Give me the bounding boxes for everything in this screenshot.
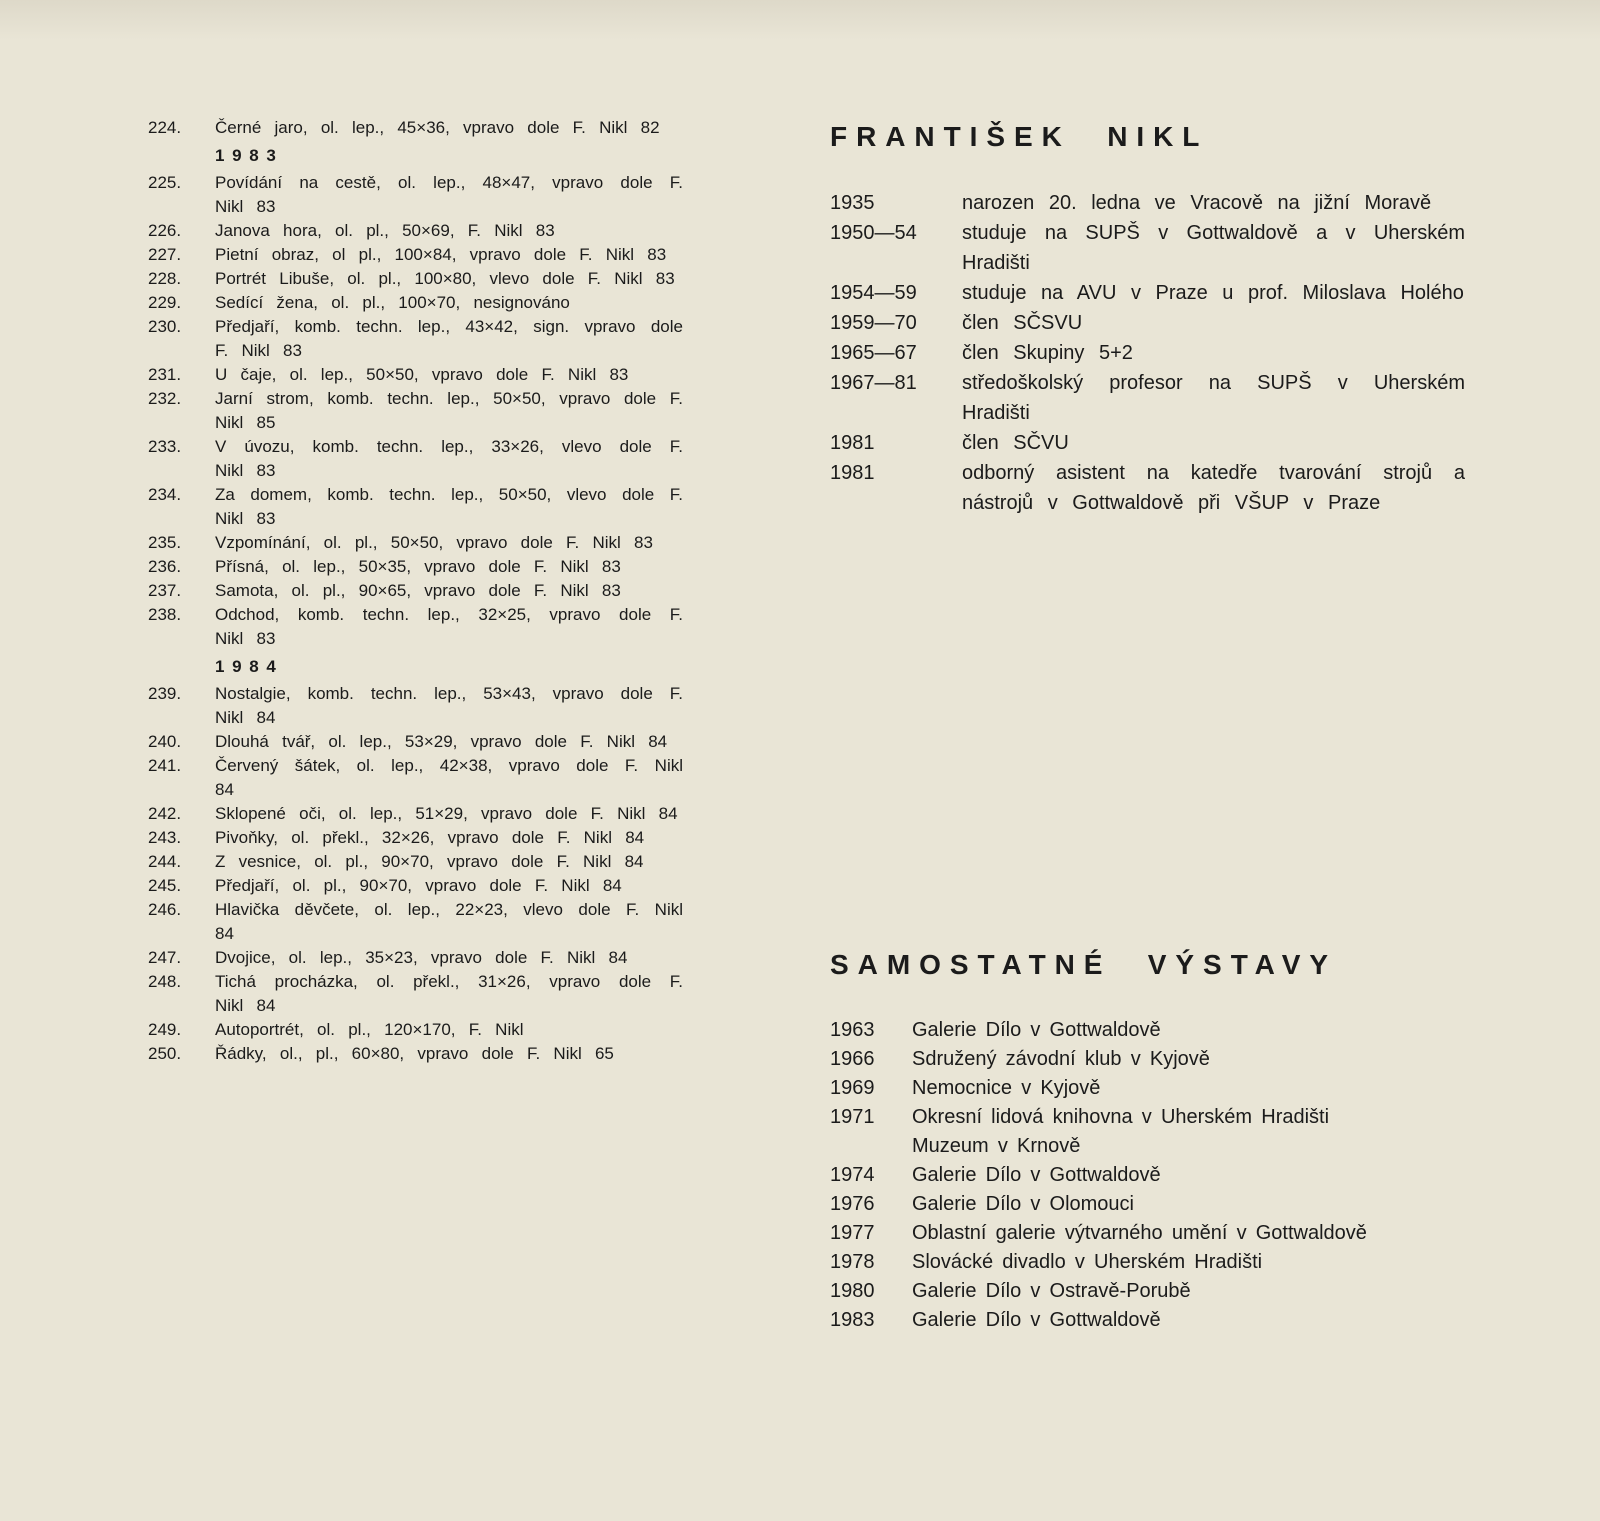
biography-row [830, 338, 1465, 368]
catalog-entry-number: 238. [148, 605, 182, 624]
catalog-entry [148, 682, 683, 730]
catalog-entry-number: 224. [148, 118, 182, 137]
catalog-entry-number: 228. [148, 269, 182, 288]
exhibition-text: Galerie Dílo v Olomouci [912, 1193, 1134, 1215]
catalog-entry [148, 116, 683, 140]
catalog-entry [148, 555, 683, 579]
catalog-entry-text: Tichá procházka, ol. překl., 31×26, vpravo dole F. Nikl 84 [215, 972, 683, 1015]
biography-text: člen Skupiny 5+2 [962, 342, 1133, 364]
catalog-entry-number: 240. [148, 732, 182, 751]
exhibition-year: 1976 [830, 1193, 875, 1215]
biography-text: středoškolský profesor na SUPŠ v Uherském Hradišti [962, 372, 1465, 424]
catalog-entry-text: Sedící žena, ol. pl., 100×70, nesignováno [215, 293, 570, 312]
catalog-entry-number: 233. [148, 437, 182, 456]
biography-year: 1965—67 [830, 342, 917, 364]
biography-year: 1935 [830, 192, 875, 214]
catalog-entry-text: Portrét Libuše, ol. pl., 100×80, vlevo dole F. Nikl 83 [215, 269, 675, 288]
catalog-entry-text: Janova hora, ol. pl., 50×69, F. Nikl 83 [215, 221, 555, 240]
exhibition-text: Oblastní galerie výtvarného umění v Gottwaldově [912, 1222, 1367, 1244]
exhibition-text: Slovácké divadlo v Uherském Hradišti [912, 1251, 1263, 1273]
catalog-entry-number: 234. [148, 485, 182, 504]
catalog-entry-number: 225. [148, 173, 182, 192]
catalog-entry-number: 245. [148, 876, 182, 895]
catalog-entry-number: 231. [148, 365, 182, 384]
biography-row [830, 428, 1465, 458]
exhibition-year: 1971 [830, 1106, 875, 1128]
exhibition-text: Galerie Dílo v Ostravě-Porubě [912, 1280, 1191, 1302]
catalog-entry-number: 239. [148, 684, 182, 703]
catalog-entry [148, 850, 683, 874]
catalog-entry-number: 250. [148, 1044, 182, 1063]
catalog-entry [148, 387, 683, 435]
catalog-entry-text: Předjaří, ol. pl., 90×70, vpravo dole F. Nikl 84 [215, 876, 622, 895]
catalog-entry-text: V úvozu, komb. techn. lep., 33×26, vlevo dole F. Nikl 83 [215, 437, 683, 480]
catalog-entry-text: Jarní strom, komb. techn. lep., 50×50, vpravo dole F. Nikl 85 [215, 389, 683, 432]
biography-text: člen SČVU [962, 432, 1069, 454]
catalog-entry-number: 248. [148, 972, 182, 991]
biography-year: 1950—54 [830, 222, 917, 244]
exhibitions-title: SAMOSTATNÉ VÝSTAVY [830, 949, 1338, 980]
catalog-year-header: 1984 [215, 657, 284, 676]
exhibition-row [830, 1277, 1465, 1306]
catalog-entry-text: Sklopené oči, ol. lep., 51×29, vpravo dole F. Nikl 84 [215, 804, 678, 823]
exhibition-row [830, 1132, 1465, 1161]
exhibition-year: 1966 [830, 1048, 875, 1070]
exhibition-row [830, 1016, 1465, 1045]
exhibition-year: 1969 [830, 1077, 875, 1099]
catalog-entry-text: Přísná, ol. lep., 50×35, vpravo dole F. Nikl 83 [215, 557, 621, 576]
catalog-entry-text: Předjaří, komb. techn. lep., 43×42, sign. vpravo dole F. Nikl 83 [215, 317, 683, 360]
biography-text: studuje na AVU v Praze u prof. Miloslava Holého [962, 282, 1464, 304]
artist-name-title: FRANTIŠEK NIKL [830, 121, 1209, 152]
catalog-entry-text: Řádky, ol., pl., 60×80, vpravo dole F. Nikl 65 [215, 1044, 614, 1063]
catalog-entry-number: 235. [148, 533, 182, 552]
biography-row [830, 218, 1465, 278]
catalog-entry-number: 241. [148, 756, 182, 775]
catalog-entry-text: Černé jaro, ol. lep., 45×36, vpravo dole F. Nikl 82 [215, 118, 660, 137]
catalog-entry-text: Povídání na cestě, ol. lep., 48×47, vpravo dole F. Nikl 83 [215, 173, 683, 216]
biography-row [830, 368, 1465, 428]
exhibition-row [830, 1103, 1465, 1132]
biography-row [830, 278, 1465, 308]
catalog-entry-text: Nostalgie, komb. techn. lep., 53×43, vpravo dole F. Nikl 84 [215, 684, 683, 727]
catalog-entry-number: 230. [148, 317, 182, 336]
catalog-entry-text: Za domem, komb. techn. lep., 50×50, vlevo dole F. Nikl 83 [215, 485, 683, 528]
catalog-entry-number: 236. [148, 557, 182, 576]
exhibition-year: 1983 [830, 1309, 875, 1331]
exhibition-year: 1980 [830, 1280, 875, 1302]
exhibition-row [830, 1045, 1465, 1074]
catalog-entry-number: 247. [148, 948, 182, 967]
catalog-entry [148, 243, 683, 267]
exhibition-year: 1963 [830, 1019, 875, 1041]
biography-row [830, 458, 1465, 518]
exhibition-text: Muzeum v Krnově [912, 1135, 1081, 1157]
biography-year: 1967—81 [830, 372, 917, 394]
exhibition-year: 1977 [830, 1222, 875, 1244]
catalog-entry-text: Pivoňky, ol. překl., 32×26, vpravo dole F. Nikl 84 [215, 828, 645, 847]
catalog-entry-number: 232. [148, 389, 182, 408]
exhibitions-list [830, 1016, 1465, 1335]
exhibitions-section [830, 948, 1465, 1335]
exhibition-text: Galerie Dílo v Gottwaldově [912, 1019, 1161, 1041]
catalog-entry-number: 242. [148, 804, 182, 823]
biography-list [830, 188, 1465, 518]
exhibition-text: Okresní lidová knihovna v Uherském Hradišti [912, 1106, 1330, 1128]
catalog-entry-text: Červený šátek, ol. lep., 42×38, vpravo dole F. Nikl 84 [215, 756, 683, 799]
catalog-entry [148, 531, 683, 555]
exhibition-row [830, 1161, 1465, 1190]
catalog-entry-text: Pietní obraz, ol pl., 100×84, vpravo dole F. Nikl 83 [215, 245, 667, 264]
exhibition-row [830, 1306, 1465, 1335]
catalog-entry-number: 237. [148, 581, 182, 600]
catalog-entry-number: 227. [148, 245, 182, 264]
catalog-entry-number: 246. [148, 900, 182, 919]
biography-row [830, 188, 1465, 218]
catalog-column [148, 116, 683, 1066]
catalog-entry [148, 603, 683, 651]
exhibition-row [830, 1190, 1465, 1219]
exhibition-row [830, 1074, 1465, 1103]
catalog-entry [148, 826, 683, 850]
exhibition-year: 1978 [830, 1251, 875, 1273]
catalog-entry-text: Samota, ol. pl., 90×65, vpravo dole F. Nikl 83 [215, 581, 621, 600]
exhibition-text: Sdružený závodní klub v Kyjově [912, 1048, 1210, 1070]
catalog-entry [148, 363, 683, 387]
exhibition-year [830, 1132, 912, 1161]
catalog-entry [148, 874, 683, 898]
catalog-entry-text: Odchod, komb. techn. lep., 32×25, vpravo dole F. Nikl 83 [215, 605, 683, 648]
catalog-entry-text: Hlavička děvčete, ol. lep., 22×23, vlevo dole F. Nikl 84 [215, 900, 683, 943]
biography-text: studuje na SUPŠ v Gottwaldově a v Uherském Hradišti [962, 222, 1465, 274]
catalog-entry [148, 291, 683, 315]
catalog-entry-number: 243. [148, 828, 182, 847]
catalog-entry-text: Z vesnice, ol. pl., 90×70, vpravo dole F. Nikl 84 [215, 852, 644, 871]
catalog-entry [148, 171, 683, 219]
biography-year: 1981 [830, 462, 875, 484]
catalog-entry-text: Vzpomínání, ol. pl., 50×50, vpravo dole F. Nikl 83 [215, 533, 653, 552]
catalog-entry-number: 229. [148, 293, 182, 312]
biography-year: 1981 [830, 432, 875, 454]
exhibition-text: Galerie Dílo v Gottwaldově [912, 1164, 1161, 1186]
catalog-entry [148, 219, 683, 243]
catalog-entry [148, 1042, 683, 1066]
biography-year: 1954—59 [830, 282, 917, 304]
catalog-entry [148, 579, 683, 603]
catalog-entry [148, 267, 683, 291]
biography-column [830, 120, 1465, 1331]
biography-text: člen SČSVU [962, 312, 1083, 334]
exhibition-text: Galerie Dílo v Gottwaldově [912, 1309, 1161, 1331]
biography-text: narozen 20. ledna ve Vracově na jižní Moravě [962, 192, 1432, 214]
catalog-entry-text: Dlouhá tvář, ol. lep., 53×29, vpravo dole F. Nikl 84 [215, 732, 668, 751]
exhibition-text: Nemocnice v Kyjově [912, 1077, 1101, 1099]
biography-row [830, 308, 1465, 338]
catalog-entry [148, 483, 683, 531]
catalog-entry [148, 435, 683, 483]
catalog-entry-text: Autoportrét, ol. pl., 120×170, F. Nikl [215, 1020, 524, 1039]
catalog-entry [148, 754, 683, 802]
exhibition-row [830, 1248, 1465, 1277]
catalog-entry [148, 315, 683, 363]
catalog-entry-text: U čaje, ol. lep., 50×50, vpravo dole F. Nikl 83 [215, 365, 629, 384]
catalog-entry-number: 249. [148, 1020, 182, 1039]
catalog-entry [148, 802, 683, 826]
biography-text: odborný asistent na katedře tvarování strojů a nástrojů v Gottwaldově při VŠUP v Praze [962, 462, 1465, 514]
biography-year: 1959—70 [830, 312, 917, 334]
exhibition-row [830, 1219, 1465, 1248]
catalog-year-header: 1983 [215, 146, 284, 165]
catalog-entry [148, 970, 683, 1018]
catalog-entry [148, 1018, 683, 1042]
exhibition-year: 1974 [830, 1164, 875, 1186]
catalog-entry [148, 730, 683, 754]
catalog-entry [148, 946, 683, 970]
catalog-entry-number: 244. [148, 852, 182, 871]
catalog-entry-number: 226. [148, 221, 182, 240]
catalog-entry-text: Dvojice, ol. lep., 35×23, vpravo dole F. Nikl 84 [215, 948, 628, 967]
catalog-entry [148, 898, 683, 946]
